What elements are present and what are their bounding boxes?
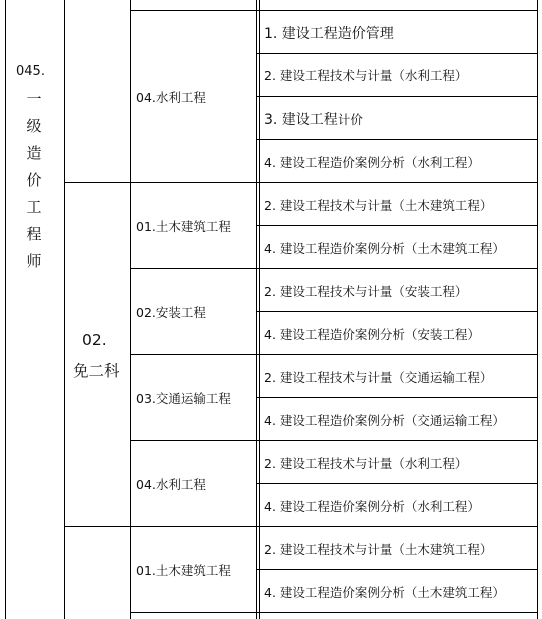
level-title-char: 师 xyxy=(26,252,42,270)
major-line xyxy=(130,182,257,183)
subject-cell: 2. 建设工程技术与计量（土木建筑工程） xyxy=(264,542,493,557)
major-cell: 01.土木建筑工程 xyxy=(136,563,231,578)
major-cell: 01.土木建筑工程 xyxy=(136,219,231,234)
row-line xyxy=(256,526,538,527)
subject-cell: 2. 建设工程技术与计量（水利工程） xyxy=(264,456,468,471)
major-line xyxy=(130,354,257,355)
level-title-char: 价 xyxy=(26,171,42,189)
major-line xyxy=(130,526,257,527)
major-line xyxy=(130,10,257,11)
group-line xyxy=(64,526,131,527)
row-line xyxy=(256,53,538,54)
major-cell: 02.安装工程 xyxy=(136,305,206,320)
level-title-char: 造 xyxy=(26,144,42,162)
level-code: 045. xyxy=(16,64,45,79)
major-line xyxy=(130,440,257,441)
exempt-group-code: 02. xyxy=(82,331,107,349)
major-cell: 03.交通运输工程 xyxy=(136,391,231,406)
group-line xyxy=(64,182,131,183)
row-line xyxy=(256,612,538,613)
subject-cell: 4. 建设工程造价案例分析（水利工程） xyxy=(264,155,480,170)
subject-cell: 1. 建设工程造价管理 xyxy=(264,26,394,42)
level-title-char: 一 xyxy=(26,90,42,108)
major-line xyxy=(130,268,257,269)
row-line xyxy=(256,440,538,441)
subject-cell-suffix: 计价 xyxy=(337,112,363,127)
subject-cell xyxy=(264,109,363,129)
subject-cell: 4. 建设工程造价案例分析（土木建筑工程） xyxy=(264,241,505,256)
row-line xyxy=(256,569,538,570)
subject-cell: 4. 建设工程造价案例分析（水利工程） xyxy=(264,499,480,514)
row-line xyxy=(256,397,538,398)
subject-cell: 4. 建设工程造价案例分析（安装工程） xyxy=(264,327,480,342)
level-title-char: 级 xyxy=(26,117,42,135)
row-line xyxy=(256,182,538,183)
row-line xyxy=(256,96,538,97)
row-line xyxy=(256,268,538,269)
major-line xyxy=(130,612,257,613)
level-title-char: 程 xyxy=(26,225,42,243)
subject-cell: 4. 建设工程造价案例分析（土木建筑工程） xyxy=(264,585,505,600)
subject-cell-main: 3. 建设工程 xyxy=(264,112,338,128)
subject-cell: 2. 建设工程技术与计量（土木建筑工程） xyxy=(264,198,493,213)
subject-cell: 4. 建设工程造价案例分析（交通运输工程） xyxy=(264,413,505,428)
subject-cell: 2. 建设工程技术与计量（安装工程） xyxy=(264,284,468,299)
row-line xyxy=(256,225,538,226)
major-cell: 04.水利工程 xyxy=(136,90,206,105)
subject-cell: 2. 建设工程技术与计量（水利工程） xyxy=(264,68,468,83)
row-line xyxy=(256,139,538,140)
exempt-group-label: 免二科 xyxy=(73,362,120,380)
row-line xyxy=(256,10,538,11)
subject-cell: 2. 建设工程技术与计量（交通运输工程） xyxy=(264,370,493,385)
level-title-char: 工 xyxy=(26,198,42,216)
level-title xyxy=(22,86,46,275)
table-border-left xyxy=(5,0,6,619)
row-line xyxy=(256,483,538,484)
row-line xyxy=(256,354,538,355)
row-line xyxy=(256,311,538,312)
major-cell: 04.水利工程 xyxy=(136,477,206,492)
